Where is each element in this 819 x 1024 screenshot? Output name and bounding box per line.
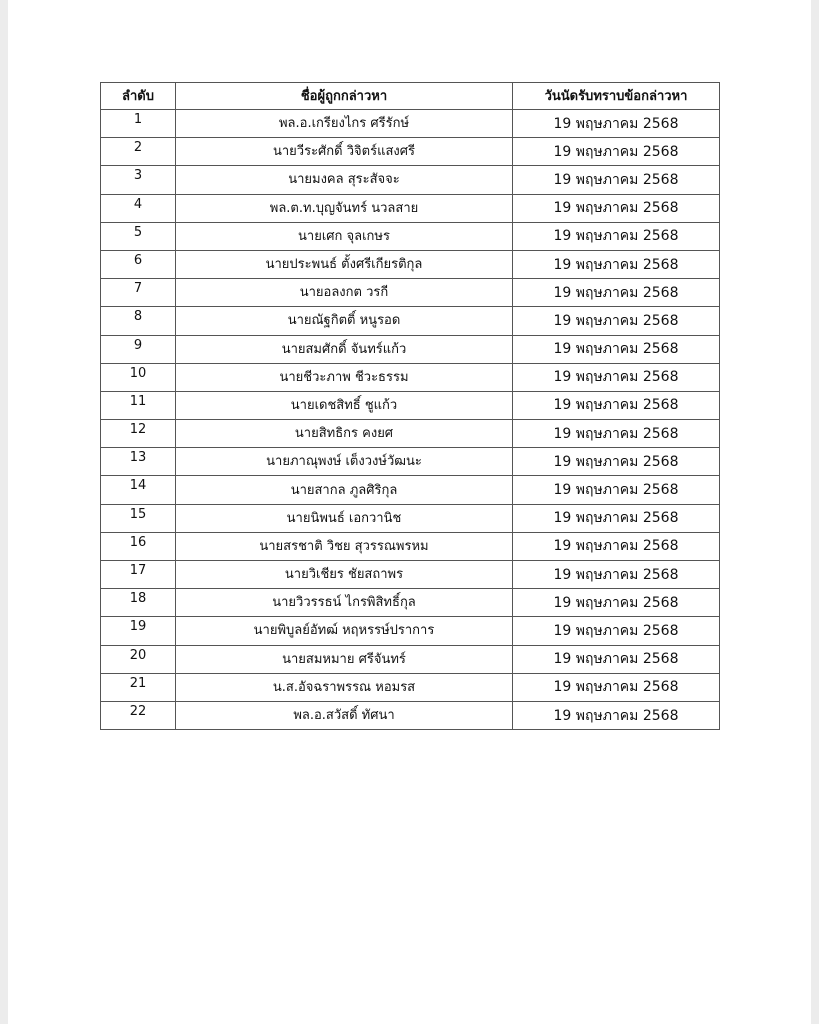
appointment-date: 19 พฤษภาคม 2568 [513, 110, 720, 138]
appointment-date: 19 พฤษภาคม 2568 [513, 645, 720, 673]
appointment-date: 19 พฤษภาคม 2568 [513, 448, 720, 476]
accused-name: นายพิบูลย์อัทฒ์ หฤหรรษ์ปราการ [176, 617, 513, 645]
row-number: 3 [101, 166, 176, 194]
table-row [101, 194, 720, 222]
appointment-date: 19 พฤษภาคม 2568 [513, 166, 720, 194]
row-number: 21 [101, 673, 176, 701]
accused-name: พล.อ.เกรียงไกร ศรีรักษ์ [176, 110, 513, 138]
row-number: 1 [101, 110, 176, 138]
appointment-date: 19 พฤษภาคม 2568 [513, 391, 720, 419]
accused-name: นายนิพนธ์ เอกวานิช [176, 504, 513, 532]
table-row [101, 391, 720, 419]
appointment-date: 19 พฤษภาคม 2568 [513, 617, 720, 645]
table-row [101, 561, 720, 589]
row-number: 19 [101, 617, 176, 645]
table-row [101, 138, 720, 166]
accused-name: นายมงคล สุระสัจจะ [176, 166, 513, 194]
accused-name: พล.อ.สวัสดิ์ ทัศนา [176, 701, 513, 729]
table-row [101, 673, 720, 701]
row-number: 20 [101, 645, 176, 673]
appointment-date: 19 พฤษภาคม 2568 [513, 589, 720, 617]
table-row [101, 617, 720, 645]
row-number: 5 [101, 222, 176, 250]
accused-name: นายสมหมาย ศรีจันทร์ [176, 645, 513, 673]
accused-name: นายสากล ภูลศิริกุล [176, 476, 513, 504]
appointment-date: 19 พฤษภาคม 2568 [513, 194, 720, 222]
row-number: 13 [101, 448, 176, 476]
row-number: 22 [101, 701, 176, 729]
appointment-date: 19 พฤษภาคม 2568 [513, 504, 720, 532]
appointment-date: 19 พฤษภาคม 2568 [513, 279, 720, 307]
accused-name: นายสมศักดิ์ จันทร์แก้ว [176, 335, 513, 363]
accused-name: นายเศก จุลเกษร [176, 222, 513, 250]
accused-name: นายชีวะภาพ ชีวะธรรม [176, 363, 513, 391]
row-number: 4 [101, 194, 176, 222]
header-no: ลำดับ [101, 83, 176, 110]
row-number: 11 [101, 391, 176, 419]
appointment-date: 19 พฤษภาคม 2568 [513, 363, 720, 391]
appointment-date: 19 พฤษภาคม 2568 [513, 673, 720, 701]
table-row [101, 166, 720, 194]
row-number: 16 [101, 532, 176, 560]
accused-name: นายวิวรรธน์ ไกรพิสิทธิ์กุล [176, 589, 513, 617]
accused-name: นายวิเชียร ชัยสถาพร [176, 561, 513, 589]
table-row [101, 645, 720, 673]
appointment-date: 19 พฤษภาคม 2568 [513, 701, 720, 729]
header-date: วันนัดรับทราบข้อกล่าวหา [513, 83, 720, 110]
table-row [101, 420, 720, 448]
appointment-date: 19 พฤษภาคม 2568 [513, 335, 720, 363]
appointment-date: 19 พฤษภาคม 2568 [513, 476, 720, 504]
row-number: 15 [101, 504, 176, 532]
table-row [101, 504, 720, 532]
accused-name: นายสิทธิกร คงยศ [176, 420, 513, 448]
row-number: 12 [101, 420, 176, 448]
accused-name: นายประพนธ์ ตั้งศรีเกียรติกุล [176, 250, 513, 278]
table-row [101, 363, 720, 391]
accused-name: นายอลงกต วรกี [176, 279, 513, 307]
header-name: ชื่อผู้ถูกกล่าวหา [176, 83, 513, 110]
table-row [101, 279, 720, 307]
document-page [8, 0, 811, 1024]
accused-name: นายสรชาติ วิชย สุวรรณพรหม [176, 532, 513, 560]
table-body [101, 110, 720, 730]
table-row [101, 589, 720, 617]
table-row [101, 448, 720, 476]
accused-roster-table [100, 82, 720, 730]
table-row [101, 476, 720, 504]
row-number: 8 [101, 307, 176, 335]
appointment-date: 19 พฤษภาคม 2568 [513, 138, 720, 166]
row-number: 18 [101, 589, 176, 617]
table-row [101, 110, 720, 138]
appointment-date: 19 พฤษภาคม 2568 [513, 222, 720, 250]
table-row [101, 222, 720, 250]
appointment-date: 19 พฤษภาคม 2568 [513, 307, 720, 335]
appointment-date: 19 พฤษภาคม 2568 [513, 532, 720, 560]
row-number: 9 [101, 335, 176, 363]
accused-name: นายเดชสิทธิ์ ชูแก้ว [176, 391, 513, 419]
row-number: 14 [101, 476, 176, 504]
row-number: 10 [101, 363, 176, 391]
table-row [101, 335, 720, 363]
accused-name: น.ส.อัจฉราพรรณ หอมรส [176, 673, 513, 701]
row-number: 2 [101, 138, 176, 166]
table-header-row [101, 83, 720, 110]
accused-name: นายวีระศักดิ์ วิจิตร์แสงศรี [176, 138, 513, 166]
table-row [101, 307, 720, 335]
row-number: 7 [101, 279, 176, 307]
accused-name: พล.ต.ท.บุญจันทร์ นวลสาย [176, 194, 513, 222]
row-number: 6 [101, 250, 176, 278]
accused-name: นายภาณุพงษ์ เต็งวงษ์วัฒนะ [176, 448, 513, 476]
table-row [101, 250, 720, 278]
appointment-date: 19 พฤษภาคม 2568 [513, 250, 720, 278]
appointment-date: 19 พฤษภาคม 2568 [513, 561, 720, 589]
accused-name: นายณัฐกิตติ์ หนูรอด [176, 307, 513, 335]
row-number: 17 [101, 561, 176, 589]
appointment-date: 19 พฤษภาคม 2568 [513, 420, 720, 448]
table-row [101, 532, 720, 560]
table-row [101, 701, 720, 729]
